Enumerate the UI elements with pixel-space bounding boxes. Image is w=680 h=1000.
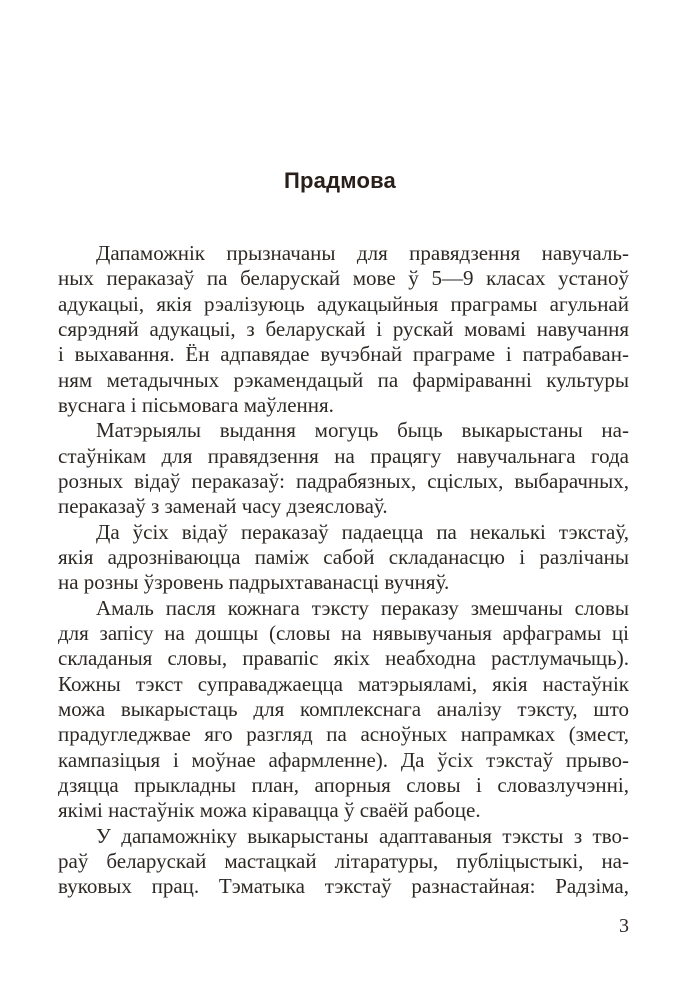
text-line: Да ўсіх відаў пераказаў падаецца па некалькі тэкстаў, [96, 519, 629, 544]
text-line: Амаль пасля кожнага тэксту пераказу змешчаны словы [96, 595, 629, 620]
paragraph [58, 596, 629, 824]
text-line: можа выкарыстаць для комплекснага аналізу тэксту, што [58, 696, 629, 721]
text-line: Кожны тэкст суправаджаецца матэрыяламі, якія настаўнік [58, 671, 629, 696]
text-line: розных відаў пераказаў: падрабязных, сціслых, выбарачных, [58, 468, 629, 493]
paragraph [58, 824, 629, 900]
text-line: сярэдняй адукацыі, з беларускай і рускай мовамі навучання [58, 316, 629, 341]
text-line: Матэрыялы выдання могуць быць выкарыстаны на- [96, 418, 629, 443]
text-line: дзяцца прыкладны план, апорныя словы і словазлучэнні, [58, 772, 629, 797]
page-title: Прадмова [284, 168, 396, 193]
text-line: ных пераказаў па беларускай мове ў 5—9 класах устаноў [58, 266, 629, 291]
text-line: вуснага і пісьмовага маўлення. [58, 392, 334, 417]
page-number: 3 [619, 915, 629, 937]
paragraph [58, 241, 629, 418]
text-line: прадугледжвае яго разгляд па асноўных напрамках (змест, [58, 722, 629, 747]
text-line: адукацыі, якія рэалізуюць адукацыйныя праграмы агульнай [58, 291, 629, 316]
text-line: складаныя словы, правапіс якіх неабходна растлумачыць). [58, 646, 629, 671]
text-line: У дапаможніку выкарыстаны адаптаваныя тэксты з тво- [96, 823, 629, 848]
text-line: на розны ўзровень падрыхтаванасці вучняў. [58, 570, 450, 595]
text-line: стаўнікам для правядзення на працягу навучальнага года [58, 443, 629, 468]
paragraph [58, 520, 629, 596]
text-line: ням метадычных рэкамендацый па фарміраванні культуры [58, 367, 629, 392]
text-line: Дапаможнік прызначаны для правядзення навучаль- [96, 241, 629, 265]
text-line: якія адрозніваюцца паміж сабой складанасцю і разлічаны [58, 544, 629, 569]
text-line: пераказаў з заменай часу дзеясловаў. [58, 494, 388, 519]
text-line: вуковых прац. Тэматыка тэкстаў разнастайная: Радзіма, [58, 874, 629, 899]
text-line: якімі настаўнік можа кіравацца ў сваёй рабоце. [58, 798, 481, 823]
text-line: раў беларускай мастацкай літаратуры, публіцыстыкі, на- [58, 848, 629, 873]
paragraph [58, 418, 629, 519]
text-line: і выхавання. Ён адпавядае вучэбнай праграме і патрабаван- [58, 342, 629, 367]
text-line: для запісу на дошцы (словы на нявывучаныя арфаграмы ці [58, 620, 629, 645]
body-text [58, 241, 629, 900]
text-line: кампазіцыя і моўнае афармленне). Да ўсіх тэкстаў прыво- [58, 747, 629, 772]
